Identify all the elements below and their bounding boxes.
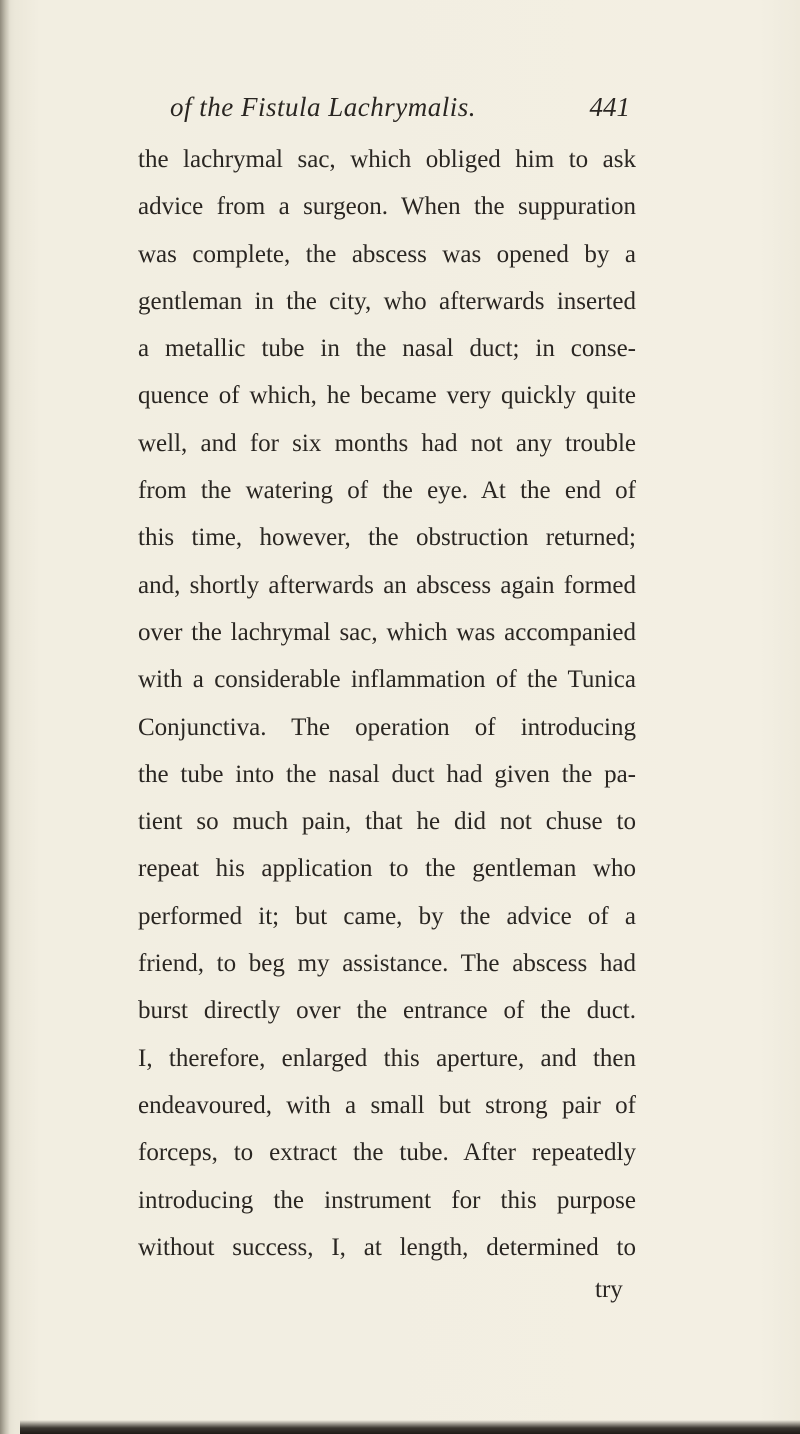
text-line: the lachrymal sac, which obliged him to ask [138, 146, 636, 173]
body-text [138, 136, 636, 1271]
text-line: with a considerable inflammation of the Tunica [138, 666, 636, 694]
text-line: tient so much pain, that he did not chuse to [138, 808, 636, 836]
page-bottom-edge [20, 1420, 800, 1434]
page-number: 441 [589, 92, 630, 122]
text-line: burst directly over the entrance of the duct. [138, 997, 636, 1025]
text-line: gentleman in the city, who afterwards inserted [138, 287, 636, 315]
text-line: a metallic tube in the nasal duct; in conse- [138, 335, 636, 363]
text-line: friend, to beg my assistance. The abscess had [138, 950, 636, 978]
text-line: Conjunctiva. The operation of introducing [138, 713, 636, 741]
text-line: forceps, to extract the tube. After repeatedly [138, 1139, 636, 1167]
catchword: try [595, 1276, 623, 1303]
text-line: introducing the instrument for this purpose [138, 1186, 636, 1214]
text-line: and, shortly afterwards an abscess again formed [138, 571, 636, 599]
text-line: performed it; but came, by the advice of a [138, 902, 636, 930]
text-line: the tube into the nasal duct had given the pa- [138, 760, 636, 788]
text-line: over the lachrymal sac, which was accompanied [138, 618, 636, 646]
text-line: this time, however, the obstruction returned; [138, 524, 636, 552]
binding-gutter [0, 0, 10, 1434]
text-line: advice from a surgeon. When the suppuration [138, 193, 636, 221]
text-line: without success, I, at length, determined to [138, 1233, 636, 1261]
text-line: repeat his application to the gentleman who [138, 855, 636, 883]
text-line: I, therefore, enlarged this aperture, and then [138, 1044, 636, 1072]
page-header [170, 92, 630, 132]
text-line: well, and for six months had not any trouble [138, 429, 636, 457]
text-line: quence of which, he became very quickly quite [138, 382, 636, 410]
text-line: endeavoured, with a small but strong pair of [138, 1091, 636, 1119]
text-line: was complete, the abscess was opened by a [138, 240, 636, 268]
text-line: from the watering of the eye. At the end of [138, 477, 636, 505]
running-head: of the Fistula Lachrymalis. [170, 92, 476, 122]
